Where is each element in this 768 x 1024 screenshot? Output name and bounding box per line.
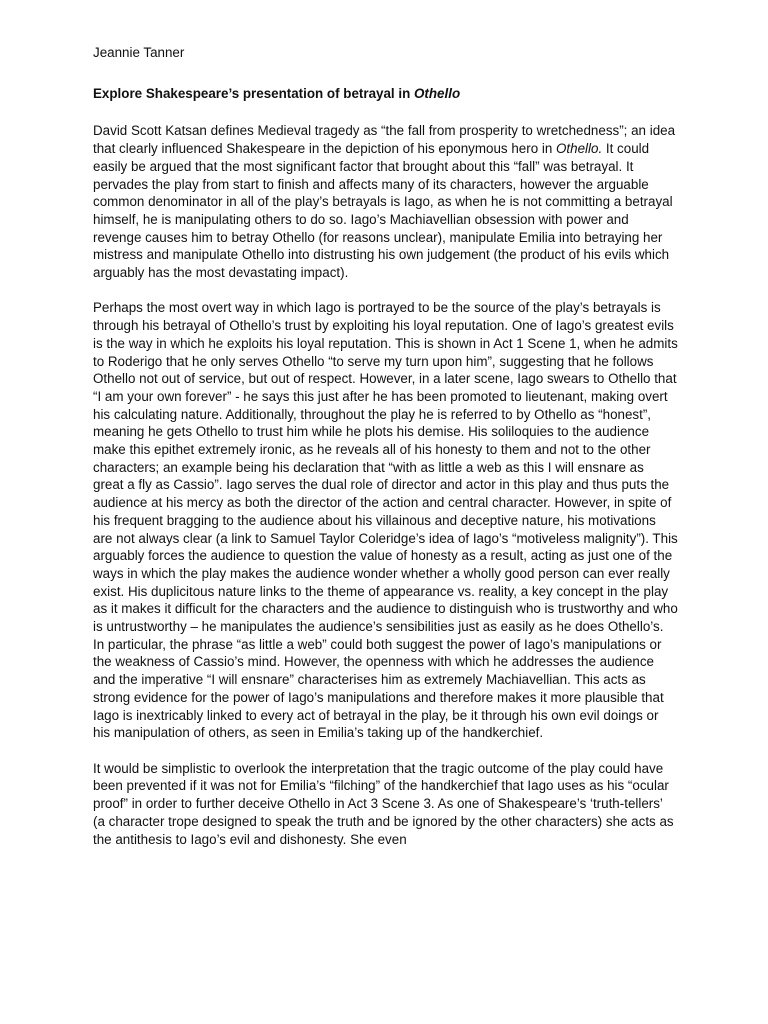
paragraph-3: It would be simplistic to overlook the interpretation that the tragic outcome of the play could have been prevented if it was not for Emilia’s “filching” of the handkerchief that Iago uses as his “ocular proof” in order to further deceive Othello in Act 3 Scene 3. As one of Shakespeare’s ‘truth-tellers’ (a character trope designed to speak the truth and be ignored by the other characters) she acts as the antithesis to Iago’s evil and dishonesty. She even [93,760,674,847]
paragraph-1 [93,122,678,281]
document-page [93,44,678,866]
author-name: Jeannie Tanner [93,45,185,60]
essay-title [93,85,678,103]
essay-title-text: Explore Shakespeare’s presentation of betrayal in [93,85,414,101]
paragraph-1-italic: Othello. [556,141,603,157]
paragraph-1-part-b: It could easily be argued that the most significant factor that brought about this “fall” was betrayal. It pervades the play from start to finish and affects many of its characters, however the arguable common denominator in all of the play’s betrayals is Iago, as when he is not committing a betrayal himself, he is manipulating others to do so. Iago’s Machiavellian obsession with power and revenge causes him to betray Othello (for reasons unclear), manipulate Emilia into betraying her mistress and manipulate Othello into distrusting his own judgement (the product of his evils which arguably has the most devastating impact). [93,141,673,281]
essay-title-work: Othello [414,85,461,101]
paragraph-1-part-a: David Scott Katsan defines Medieval tragedy as “the fall from prosperity to wretchedness”; an idea that clearly influenced Shakespeare in the depiction of his eponymous hero in [93,123,676,157]
paragraph-2: Perhaps the most overt way in which Iago is portrayed to be the source of the play’s betrayals is through his betrayal of Othello’s trust by exploiting his loyal reputation. One of Iago’s greatest evils is the way in which he exploits his loyal reputation. This is shown in Act 1 Scene 1, when he admits to Roderigo that he only serves Othello “to serve my turn upon him”, suggesting that he follows Othello not out of service, but out of respect. However, in a later scene, Iago swears to Othello that “I am your own forever” - he says this just after he has been promoted to lieutenant, making overt his calculating nature. Additionally, throughout the play he is referred to by Othello as “honest”, meaning he gets Othello to trust him while he plots his demise. His soliloquies to the audience make this epithet extremely ironic, as he reveals all of his honesty to them and not to the other characters; an example being his declaration that “with as little a web as this I will ensnare as great a fly as Cassio”. Iago serves the dual role of director and actor in this play and thus puts the audience at his mercy as both the director of the action and central character. However, in spite of his frequent bragging to the audience about his villainous and deceptive nature, his motivations are not always clear (a link to Samuel Taylor Coleridge’s idea of Iago’s “motiveless malignity”). This arguably forces the audience to question the value of honesty as a result, acting as just one of the ways in which the play makes the audience wonder whether a wholly good person can ever really exist. His duplicitous nature links to the theme of appearance vs. reality, a key concept in the play as it makes it difficult for the characters and the audience to distinguish who is trustworthy and who is untrustworthy – he manipulates the audience’s sensibilities just as easily as he does Othello’s. In particular, the phrase “as little a web” could both suggest the power of Iago’s manipulations or the weakness of Cassio’s mind. However, the openness with which he addresses the audience and the imperative “I will ensnare” characterises him as extremely Machiavellian. This acts as strong evidence for the power of Iago’s manipulations and therefore makes it more plausible that Iago is inextricably linked to every act of betrayal in the play, be it through his own evil doings or his manipulation of others, as seen in Emilia’s taking up of the handkerchief. [93,300,678,741]
